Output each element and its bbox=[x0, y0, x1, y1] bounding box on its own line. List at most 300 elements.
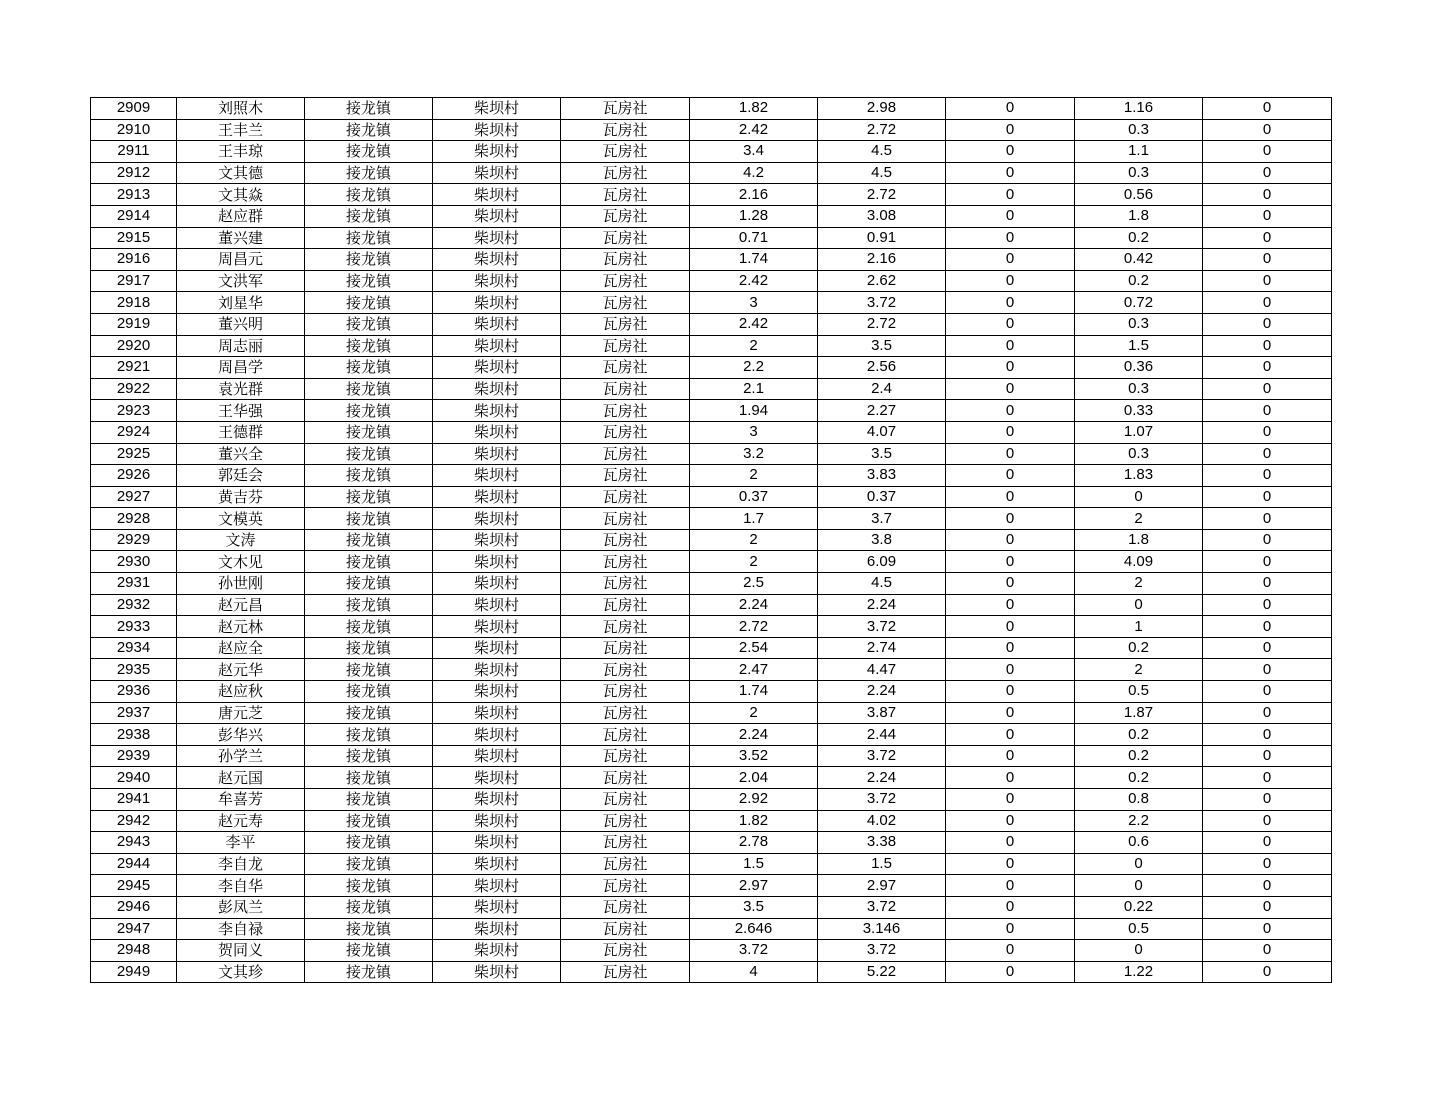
table-row bbox=[91, 702, 1332, 724]
cell-town: 接龙镇 bbox=[305, 508, 433, 530]
cell-village: 柴坝村 bbox=[433, 205, 561, 227]
cell-group: 瓦房社 bbox=[561, 940, 690, 962]
cell-town: 接龙镇 bbox=[305, 573, 433, 595]
cell-row-number: 2916 bbox=[91, 249, 177, 271]
cell-name: 牟喜芳 bbox=[177, 789, 305, 811]
cell-value-d: 1 bbox=[1075, 616, 1203, 638]
cell-row-number: 2934 bbox=[91, 637, 177, 659]
cell-value-b: 4.02 bbox=[818, 810, 946, 832]
cell-value-e: 0 bbox=[1203, 486, 1332, 508]
cell-value-c: 0 bbox=[946, 940, 1075, 962]
cell-village: 柴坝村 bbox=[433, 767, 561, 789]
table-row bbox=[91, 853, 1332, 875]
cell-group: 瓦房社 bbox=[561, 551, 690, 573]
table-row bbox=[91, 940, 1332, 962]
cell-row-number: 2939 bbox=[91, 745, 177, 767]
cell-group: 瓦房社 bbox=[561, 249, 690, 271]
cell-value-b: 4.5 bbox=[818, 573, 946, 595]
cell-value-b: 4.47 bbox=[818, 659, 946, 681]
cell-group: 瓦房社 bbox=[561, 616, 690, 638]
cell-village: 柴坝村 bbox=[433, 400, 561, 422]
cell-value-b: 2.72 bbox=[818, 184, 946, 206]
cell-group: 瓦房社 bbox=[561, 465, 690, 487]
cell-name: 周昌学 bbox=[177, 357, 305, 379]
cell-value-c: 0 bbox=[946, 767, 1075, 789]
cell-group: 瓦房社 bbox=[561, 702, 690, 724]
table-row bbox=[91, 465, 1332, 487]
cell-group: 瓦房社 bbox=[561, 789, 690, 811]
cell-town: 接龙镇 bbox=[305, 745, 433, 767]
cell-value-d: 1.07 bbox=[1075, 421, 1203, 443]
cell-value-a: 2.5 bbox=[690, 573, 818, 595]
cell-row-number: 2930 bbox=[91, 551, 177, 573]
cell-town: 接龙镇 bbox=[305, 270, 433, 292]
table-row bbox=[91, 529, 1332, 551]
cell-value-a: 1.74 bbox=[690, 249, 818, 271]
cell-value-c: 0 bbox=[946, 184, 1075, 206]
cell-value-c: 0 bbox=[946, 98, 1075, 120]
cell-town: 接龙镇 bbox=[305, 659, 433, 681]
cell-value-e: 0 bbox=[1203, 767, 1332, 789]
cell-value-c: 0 bbox=[946, 918, 1075, 940]
cell-name: 赵元国 bbox=[177, 767, 305, 789]
cell-value-d: 1.1 bbox=[1075, 141, 1203, 163]
cell-value-b: 3.5 bbox=[818, 443, 946, 465]
cell-town: 接龙镇 bbox=[305, 443, 433, 465]
cell-name: 唐元芝 bbox=[177, 702, 305, 724]
cell-name: 赵元寿 bbox=[177, 810, 305, 832]
cell-row-number: 2949 bbox=[91, 961, 177, 983]
cell-value-e: 0 bbox=[1203, 292, 1332, 314]
cell-row-number: 2948 bbox=[91, 940, 177, 962]
cell-village: 柴坝村 bbox=[433, 573, 561, 595]
cell-village: 柴坝村 bbox=[433, 486, 561, 508]
cell-value-c: 0 bbox=[946, 421, 1075, 443]
cell-value-a: 2.04 bbox=[690, 767, 818, 789]
cell-row-number: 2924 bbox=[91, 421, 177, 443]
table-row bbox=[91, 378, 1332, 400]
cell-value-b: 4.07 bbox=[818, 421, 946, 443]
cell-name: 文其德 bbox=[177, 162, 305, 184]
cell-value-e: 0 bbox=[1203, 465, 1332, 487]
cell-value-d: 1.5 bbox=[1075, 335, 1203, 357]
cell-name: 王德群 bbox=[177, 421, 305, 443]
cell-row-number: 2922 bbox=[91, 378, 177, 400]
cell-value-e: 0 bbox=[1203, 573, 1332, 595]
cell-name: 文涛 bbox=[177, 529, 305, 551]
cell-value-b: 4.5 bbox=[818, 162, 946, 184]
cell-village: 柴坝村 bbox=[433, 789, 561, 811]
cell-value-b: 6.09 bbox=[818, 551, 946, 573]
cell-name: 袁光群 bbox=[177, 378, 305, 400]
table-row bbox=[91, 659, 1332, 681]
cell-town: 接龙镇 bbox=[305, 378, 433, 400]
table-row bbox=[91, 119, 1332, 141]
cell-village: 柴坝村 bbox=[433, 357, 561, 379]
cell-value-c: 0 bbox=[946, 227, 1075, 249]
cell-group: 瓦房社 bbox=[561, 486, 690, 508]
cell-row-number: 2920 bbox=[91, 335, 177, 357]
cell-value-d: 0.2 bbox=[1075, 745, 1203, 767]
cell-town: 接龙镇 bbox=[305, 681, 433, 703]
cell-value-b: 3.72 bbox=[818, 745, 946, 767]
cell-value-d: 0.5 bbox=[1075, 918, 1203, 940]
cell-group: 瓦房社 bbox=[561, 767, 690, 789]
cell-value-c: 0 bbox=[946, 573, 1075, 595]
cell-value-e: 0 bbox=[1203, 400, 1332, 422]
cell-value-c: 0 bbox=[946, 529, 1075, 551]
cell-name: 李自禄 bbox=[177, 918, 305, 940]
cell-town: 接龙镇 bbox=[305, 767, 433, 789]
cell-value-d: 0.3 bbox=[1075, 378, 1203, 400]
cell-value-c: 0 bbox=[946, 162, 1075, 184]
cell-name: 彭凤兰 bbox=[177, 896, 305, 918]
table-row bbox=[91, 767, 1332, 789]
cell-value-a: 2 bbox=[690, 702, 818, 724]
cell-group: 瓦房社 bbox=[561, 421, 690, 443]
cell-name: 董兴全 bbox=[177, 443, 305, 465]
cell-row-number: 2910 bbox=[91, 119, 177, 141]
cell-value-e: 0 bbox=[1203, 141, 1332, 163]
table-row bbox=[91, 486, 1332, 508]
cell-row-number: 2919 bbox=[91, 313, 177, 335]
cell-value-a: 3.5 bbox=[690, 896, 818, 918]
cell-value-d: 2.2 bbox=[1075, 810, 1203, 832]
cell-village: 柴坝村 bbox=[433, 724, 561, 746]
cell-value-d: 2 bbox=[1075, 659, 1203, 681]
cell-value-a: 2 bbox=[690, 465, 818, 487]
cell-value-d: 0.2 bbox=[1075, 724, 1203, 746]
cell-value-a: 1.94 bbox=[690, 400, 818, 422]
cell-value-c: 0 bbox=[946, 508, 1075, 530]
cell-value-c: 0 bbox=[946, 659, 1075, 681]
cell-value-c: 0 bbox=[946, 205, 1075, 227]
cell-value-c: 0 bbox=[946, 292, 1075, 314]
spreadsheet-page bbox=[90, 97, 1331, 983]
cell-group: 瓦房社 bbox=[561, 184, 690, 206]
table-row bbox=[91, 896, 1332, 918]
cell-name: 董兴明 bbox=[177, 313, 305, 335]
cell-village: 柴坝村 bbox=[433, 853, 561, 875]
cell-village: 柴坝村 bbox=[433, 745, 561, 767]
cell-name: 赵应全 bbox=[177, 637, 305, 659]
table-row bbox=[91, 637, 1332, 659]
cell-village: 柴坝村 bbox=[433, 270, 561, 292]
cell-town: 接龙镇 bbox=[305, 789, 433, 811]
cell-value-c: 0 bbox=[946, 853, 1075, 875]
cell-value-b: 1.5 bbox=[818, 853, 946, 875]
cell-name: 王丰兰 bbox=[177, 119, 305, 141]
cell-value-d: 0.22 bbox=[1075, 896, 1203, 918]
cell-value-b: 3.72 bbox=[818, 940, 946, 962]
cell-value-a: 1.74 bbox=[690, 681, 818, 703]
cell-village: 柴坝村 bbox=[433, 249, 561, 271]
cell-value-a: 4.2 bbox=[690, 162, 818, 184]
table-row bbox=[91, 551, 1332, 573]
cell-value-b: 0.91 bbox=[818, 227, 946, 249]
cell-value-d: 0.56 bbox=[1075, 184, 1203, 206]
cell-value-e: 0 bbox=[1203, 702, 1332, 724]
cell-group: 瓦房社 bbox=[561, 270, 690, 292]
cell-value-e: 0 bbox=[1203, 551, 1332, 573]
cell-name: 李平 bbox=[177, 832, 305, 854]
cell-value-e: 0 bbox=[1203, 637, 1332, 659]
table-row bbox=[91, 141, 1332, 163]
cell-value-c: 0 bbox=[946, 465, 1075, 487]
cell-value-b: 4.5 bbox=[818, 141, 946, 163]
cell-value-e: 0 bbox=[1203, 810, 1332, 832]
cell-value-c: 0 bbox=[946, 896, 1075, 918]
cell-row-number: 2937 bbox=[91, 702, 177, 724]
cell-value-e: 0 bbox=[1203, 508, 1332, 530]
cell-name: 文木见 bbox=[177, 551, 305, 573]
cell-group: 瓦房社 bbox=[561, 378, 690, 400]
cell-value-d: 0 bbox=[1075, 853, 1203, 875]
cell-village: 柴坝村 bbox=[433, 227, 561, 249]
data-table bbox=[90, 97, 1332, 983]
cell-value-a: 2.78 bbox=[690, 832, 818, 854]
cell-value-c: 0 bbox=[946, 724, 1075, 746]
cell-value-c: 0 bbox=[946, 681, 1075, 703]
cell-value-a: 2.42 bbox=[690, 119, 818, 141]
cell-town: 接龙镇 bbox=[305, 98, 433, 120]
cell-village: 柴坝村 bbox=[433, 551, 561, 573]
cell-town: 接龙镇 bbox=[305, 313, 433, 335]
table-row bbox=[91, 810, 1332, 832]
cell-value-a: 3 bbox=[690, 292, 818, 314]
cell-value-b: 2.24 bbox=[818, 594, 946, 616]
cell-value-a: 2.646 bbox=[690, 918, 818, 940]
cell-town: 接龙镇 bbox=[305, 465, 433, 487]
cell-row-number: 2913 bbox=[91, 184, 177, 206]
cell-town: 接龙镇 bbox=[305, 551, 433, 573]
cell-value-a: 3.52 bbox=[690, 745, 818, 767]
cell-value-d: 0 bbox=[1075, 940, 1203, 962]
cell-town: 接龙镇 bbox=[305, 810, 433, 832]
cell-row-number: 2927 bbox=[91, 486, 177, 508]
cell-value-c: 0 bbox=[946, 616, 1075, 638]
cell-value-d: 1.83 bbox=[1075, 465, 1203, 487]
cell-name: 王丰琼 bbox=[177, 141, 305, 163]
cell-value-b: 2.74 bbox=[818, 637, 946, 659]
cell-village: 柴坝村 bbox=[433, 443, 561, 465]
cell-village: 柴坝村 bbox=[433, 292, 561, 314]
cell-name: 文其焱 bbox=[177, 184, 305, 206]
cell-row-number: 2935 bbox=[91, 659, 177, 681]
cell-value-a: 2.42 bbox=[690, 313, 818, 335]
cell-group: 瓦房社 bbox=[561, 205, 690, 227]
cell-value-c: 0 bbox=[946, 357, 1075, 379]
table-row bbox=[91, 227, 1332, 249]
cell-value-e: 0 bbox=[1203, 940, 1332, 962]
cell-village: 柴坝村 bbox=[433, 378, 561, 400]
cell-village: 柴坝村 bbox=[433, 810, 561, 832]
cell-value-d: 0.3 bbox=[1075, 443, 1203, 465]
cell-value-b: 3.72 bbox=[818, 616, 946, 638]
cell-village: 柴坝村 bbox=[433, 119, 561, 141]
cell-value-d: 0.3 bbox=[1075, 119, 1203, 141]
table-row bbox=[91, 681, 1332, 703]
cell-value-e: 0 bbox=[1203, 875, 1332, 897]
cell-name: 赵应秋 bbox=[177, 681, 305, 703]
cell-value-d: 0.42 bbox=[1075, 249, 1203, 271]
cell-row-number: 2917 bbox=[91, 270, 177, 292]
cell-value-d: 0.2 bbox=[1075, 227, 1203, 249]
table-row bbox=[91, 184, 1332, 206]
cell-value-e: 0 bbox=[1203, 681, 1332, 703]
cell-value-c: 0 bbox=[946, 249, 1075, 271]
cell-group: 瓦房社 bbox=[561, 896, 690, 918]
cell-value-b: 3.146 bbox=[818, 918, 946, 940]
cell-group: 瓦房社 bbox=[561, 119, 690, 141]
cell-value-a: 2.24 bbox=[690, 594, 818, 616]
cell-value-c: 0 bbox=[946, 810, 1075, 832]
table-row bbox=[91, 443, 1332, 465]
cell-value-a: 1.28 bbox=[690, 205, 818, 227]
cell-value-c: 0 bbox=[946, 400, 1075, 422]
cell-name: 文模英 bbox=[177, 508, 305, 530]
cell-name: 董兴建 bbox=[177, 227, 305, 249]
cell-name: 赵应群 bbox=[177, 205, 305, 227]
cell-village: 柴坝村 bbox=[433, 702, 561, 724]
cell-value-b: 2.27 bbox=[818, 400, 946, 422]
table-row bbox=[91, 313, 1332, 335]
cell-row-number: 2945 bbox=[91, 875, 177, 897]
cell-value-d: 0.72 bbox=[1075, 292, 1203, 314]
cell-group: 瓦房社 bbox=[561, 853, 690, 875]
cell-village: 柴坝村 bbox=[433, 832, 561, 854]
cell-value-d: 0.8 bbox=[1075, 789, 1203, 811]
cell-group: 瓦房社 bbox=[561, 357, 690, 379]
cell-value-e: 0 bbox=[1203, 335, 1332, 357]
cell-name: 赵元华 bbox=[177, 659, 305, 681]
cell-town: 接龙镇 bbox=[305, 292, 433, 314]
cell-value-d: 2 bbox=[1075, 573, 1203, 595]
cell-value-e: 0 bbox=[1203, 443, 1332, 465]
cell-town: 接龙镇 bbox=[305, 637, 433, 659]
cell-town: 接龙镇 bbox=[305, 529, 433, 551]
table-row bbox=[91, 249, 1332, 271]
cell-value-c: 0 bbox=[946, 335, 1075, 357]
cell-town: 接龙镇 bbox=[305, 205, 433, 227]
cell-value-c: 0 bbox=[946, 119, 1075, 141]
cell-value-d: 0.2 bbox=[1075, 767, 1203, 789]
cell-value-e: 0 bbox=[1203, 98, 1332, 120]
cell-value-b: 2.72 bbox=[818, 313, 946, 335]
cell-village: 柴坝村 bbox=[433, 98, 561, 120]
cell-value-c: 0 bbox=[946, 789, 1075, 811]
table-row bbox=[91, 357, 1332, 379]
cell-town: 接龙镇 bbox=[305, 486, 433, 508]
cell-value-b: 2.24 bbox=[818, 681, 946, 703]
cell-group: 瓦房社 bbox=[561, 227, 690, 249]
cell-town: 接龙镇 bbox=[305, 141, 433, 163]
cell-town: 接龙镇 bbox=[305, 184, 433, 206]
cell-village: 柴坝村 bbox=[433, 162, 561, 184]
cell-group: 瓦房社 bbox=[561, 98, 690, 120]
cell-value-d: 0.33 bbox=[1075, 400, 1203, 422]
cell-value-e: 0 bbox=[1203, 227, 1332, 249]
cell-value-a: 2.97 bbox=[690, 875, 818, 897]
cell-value-b: 3.72 bbox=[818, 292, 946, 314]
cell-group: 瓦房社 bbox=[561, 162, 690, 184]
cell-value-c: 0 bbox=[946, 551, 1075, 573]
cell-value-a: 3 bbox=[690, 421, 818, 443]
table-row bbox=[91, 205, 1332, 227]
cell-group: 瓦房社 bbox=[561, 745, 690, 767]
table-row bbox=[91, 616, 1332, 638]
table-row bbox=[91, 789, 1332, 811]
cell-village: 柴坝村 bbox=[433, 141, 561, 163]
cell-group: 瓦房社 bbox=[561, 681, 690, 703]
cell-town: 接龙镇 bbox=[305, 853, 433, 875]
table-body bbox=[91, 98, 1332, 983]
cell-row-number: 2936 bbox=[91, 681, 177, 703]
cell-name: 周昌元 bbox=[177, 249, 305, 271]
table-row bbox=[91, 875, 1332, 897]
cell-value-b: 3.08 bbox=[818, 205, 946, 227]
cell-row-number: 2914 bbox=[91, 205, 177, 227]
cell-value-a: 2.1 bbox=[690, 378, 818, 400]
cell-row-number: 2911 bbox=[91, 141, 177, 163]
table-row bbox=[91, 335, 1332, 357]
cell-row-number: 2940 bbox=[91, 767, 177, 789]
cell-town: 接龙镇 bbox=[305, 227, 433, 249]
cell-value-e: 0 bbox=[1203, 184, 1332, 206]
cell-value-a: 2 bbox=[690, 551, 818, 573]
cell-value-d: 0.3 bbox=[1075, 162, 1203, 184]
cell-row-number: 2925 bbox=[91, 443, 177, 465]
cell-row-number: 2943 bbox=[91, 832, 177, 854]
cell-town: 接龙镇 bbox=[305, 357, 433, 379]
cell-value-d: 1.87 bbox=[1075, 702, 1203, 724]
cell-village: 柴坝村 bbox=[433, 529, 561, 551]
cell-village: 柴坝村 bbox=[433, 335, 561, 357]
cell-value-e: 0 bbox=[1203, 745, 1332, 767]
cell-value-a: 2 bbox=[690, 335, 818, 357]
table-row bbox=[91, 745, 1332, 767]
cell-value-a: 3.72 bbox=[690, 940, 818, 962]
cell-value-a: 2.92 bbox=[690, 789, 818, 811]
cell-value-a: 1.82 bbox=[690, 810, 818, 832]
cell-value-b: 2.98 bbox=[818, 98, 946, 120]
cell-town: 接龙镇 bbox=[305, 249, 433, 271]
cell-value-a: 2.47 bbox=[690, 659, 818, 681]
cell-value-c: 0 bbox=[946, 745, 1075, 767]
cell-village: 柴坝村 bbox=[433, 659, 561, 681]
cell-value-a: 3.2 bbox=[690, 443, 818, 465]
cell-value-e: 0 bbox=[1203, 313, 1332, 335]
cell-village: 柴坝村 bbox=[433, 594, 561, 616]
cell-value-b: 3.72 bbox=[818, 896, 946, 918]
cell-value-b: 3.87 bbox=[818, 702, 946, 724]
cell-value-b: 2.72 bbox=[818, 119, 946, 141]
cell-row-number: 2909 bbox=[91, 98, 177, 120]
cell-name: 刘照木 bbox=[177, 98, 305, 120]
cell-value-e: 0 bbox=[1203, 789, 1332, 811]
cell-value-b: 2.44 bbox=[818, 724, 946, 746]
cell-value-e: 0 bbox=[1203, 616, 1332, 638]
cell-row-number: 2926 bbox=[91, 465, 177, 487]
cell-value-b: 3.7 bbox=[818, 508, 946, 530]
cell-name: 刘星华 bbox=[177, 292, 305, 314]
cell-value-c: 0 bbox=[946, 702, 1075, 724]
cell-village: 柴坝村 bbox=[433, 875, 561, 897]
table-row bbox=[91, 918, 1332, 940]
cell-value-e: 0 bbox=[1203, 249, 1332, 271]
cell-value-e: 0 bbox=[1203, 378, 1332, 400]
cell-row-number: 2932 bbox=[91, 594, 177, 616]
